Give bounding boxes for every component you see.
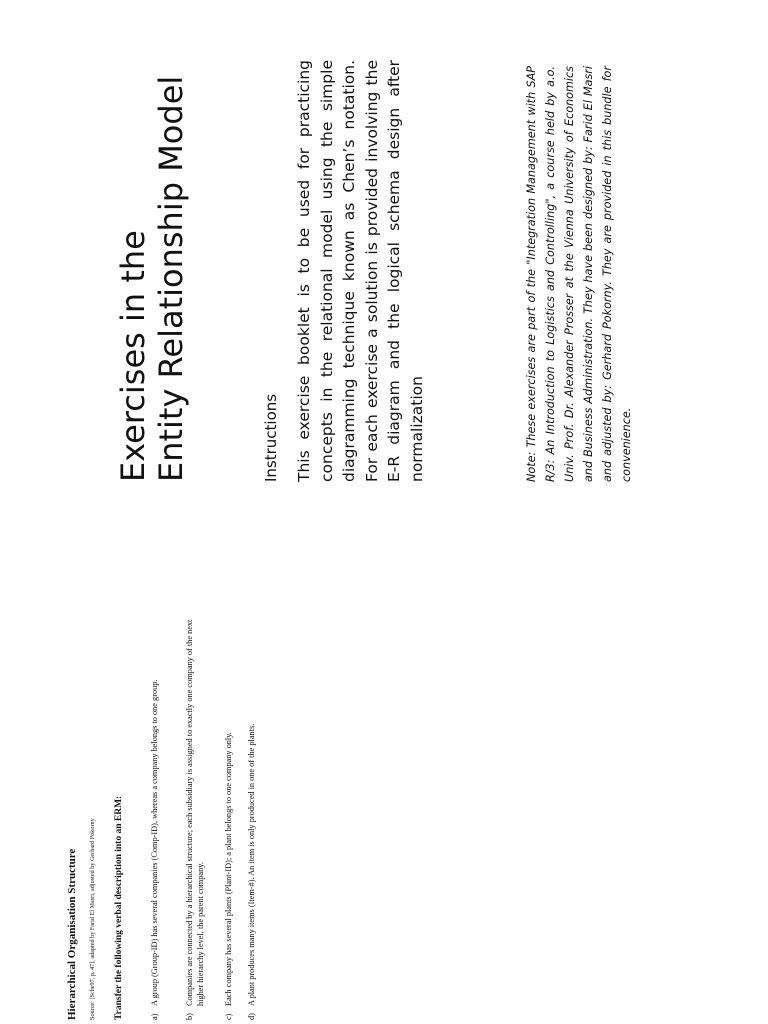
item-text: Each company has several plants (Plant-ID); a plant belongs to one company only. [224, 732, 233, 1006]
exercise-item-d [247, 600, 258, 1020]
exercise-item-c [224, 600, 235, 1020]
item-label: a) [150, 1013, 159, 1020]
exercise-source: Source: [Sche97, p. 47], adapted by Farid El Masri, adjusted by Gerhard Pokorny [89, 818, 96, 1020]
item-label: d) [247, 1013, 256, 1020]
item-text: A group (Group-ID) has several companies (Comp-ID), whereas a company belongs to one group. [150, 679, 159, 1006]
exercise-title: Hierarchical Organisation Structure [66, 848, 78, 1020]
instructions-heading: Instructions [262, 393, 280, 482]
item-label: b) [185, 1013, 194, 1020]
cover-title-line1: Exercises in the [114, 230, 152, 482]
instructions-body: This exercise booklet is to be used for practicing concepts in the relational model using the simple diagramming technique known as Chen’s notation. For each exercise a solution is provided involving the E-R diagram and the logical schema design after normalization [295, 60, 426, 482]
item-text: A plant produces many items (Item-#). An item is only produced in one of the plants. [247, 723, 256, 1006]
cover-title-line2: Entity Relationship Model [152, 75, 190, 482]
item-text: Companies are connected by a hierarchical structure; each subsidiary is assigned to exactly one company of the next higher hierarchy level, the parent company. [185, 619, 205, 1006]
exercise-item-a [150, 600, 161, 1020]
item-label: c) [224, 1013, 233, 1020]
cover-note: Note: These exercises are part of the "Integration Management with SAP R/3: An Introduction to Logistics and Controlling", a course held by a.o. Univ. Prof. Dr. Alexander Prosser at the Vienna University of Economics and Business Administration. They have been designed by: Farid El Masri and adjusted by: Gerhard Pokorny. They are provided in this bundle for convenience. [525, 66, 633, 482]
exercise-item-b [185, 600, 206, 1020]
exercise-instruction: Transfer the following verbal description into an ERM: [114, 795, 124, 1020]
